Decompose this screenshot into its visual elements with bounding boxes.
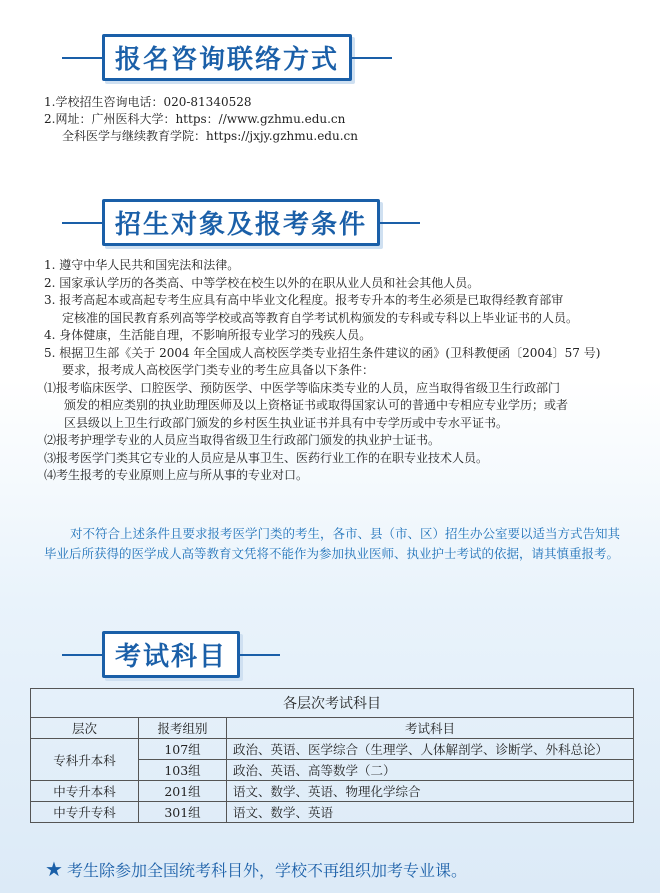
heading-line-right xyxy=(352,57,392,59)
list-item: 4. 身体健康，生活能自理，不影响所报专业学习的残疾人员。 xyxy=(44,328,372,342)
cell-subjects: 政治、英语、医学综合（生理学、人体解剖学、诊断学、外科总论） xyxy=(227,739,634,760)
list-item: 2. 国家承认学历的各类高、中等学校在校生以外的在职从业人员和社会其他人员。 xyxy=(44,275,480,290)
cell-group: 201组 xyxy=(139,781,227,802)
list-item: ⑶报考医学门类其它专业的人员应是从事卫生、医药行业工作的在职专业技术人员。 xyxy=(44,450,489,465)
cell-level: 中专升专科 xyxy=(31,802,139,823)
column-header-level: 层次 xyxy=(31,718,139,739)
eligibility-list xyxy=(44,257,600,485)
section-title: 报名咨询联络方式 xyxy=(102,34,352,81)
section-heading-eligibility xyxy=(62,199,420,246)
list-item: 颁发的相应类别的执业助理医师及以上资格证书或取得国家认可的普通中专相应专业学历；或者 xyxy=(64,398,569,412)
cell-subjects: 政治、英语、高等数学（二） xyxy=(227,760,634,781)
list-item: 1. 遵守中华人民共和国宪法和法律。 xyxy=(44,258,240,272)
table-row xyxy=(31,739,634,760)
section-title: 考试科目 xyxy=(102,631,240,678)
list-item: ⑷考生报考的专业原则上应与所从事的专业对口。 xyxy=(44,468,309,482)
list-item: 区县级以上卫生行政部门颁发的乡村医生执业证书并具有中专学历或中专水平证书。 xyxy=(64,415,509,430)
section-title: 招生对象及报考条件 xyxy=(102,199,380,246)
column-header-subjects: 考试科目 xyxy=(227,718,634,739)
contact-phone: 1.学校招生咨询电话：020-81340528 xyxy=(44,95,252,109)
cell-group: 103组 xyxy=(139,760,227,781)
list-item: 要求，报考成人高校医学门类专业的考生应具备以下条件： xyxy=(62,363,375,377)
cell-group: 301组 xyxy=(139,802,227,823)
contact-website: 2.网址：广州医科大学：https：//www.gzhmu.edu.cn xyxy=(44,112,346,126)
heading-line-left xyxy=(62,222,102,224)
cell-subjects: 语文、数学、英语 xyxy=(227,802,634,823)
section-heading-exam-subjects xyxy=(62,631,280,678)
cell-group: 107组 xyxy=(139,739,227,760)
footer-text: 考生除参加全国统考科目外，学校不再组织加考专业课。 xyxy=(66,860,467,880)
cell-level: 专科升本科 xyxy=(31,739,139,781)
heading-line-right xyxy=(380,222,420,224)
table-row xyxy=(31,802,634,823)
cell-level: 中专升本科 xyxy=(31,781,139,802)
contact-website-college: 全科医学与继续教育学院：https://jxjy.gzhmu.edu.cn xyxy=(62,129,358,143)
section-heading-contact xyxy=(62,34,392,81)
list-item: 3. 报考高起本或高起专考生应具有高中毕业文化程度。报考专升本的考生必须是已取得经教育部审 xyxy=(44,293,564,307)
contact-block xyxy=(44,94,358,145)
cell-subjects: 语文、数学、英语、物理化学综合 xyxy=(227,781,634,802)
heading-line-right xyxy=(240,654,280,656)
heading-line-left xyxy=(62,654,102,656)
table-caption: 各层次考试科目 xyxy=(31,689,634,718)
footer-note xyxy=(45,857,467,881)
list-item: ⑴报考临床医学、口腔医学、预防医学、中医学等临床类专业的人员，应当取得省级卫生行政部门 xyxy=(44,380,561,395)
heading-line-left xyxy=(62,57,102,59)
list-item: 5. 根据卫生部《关于 2004 年全国成人高校医学类专业招生条件建议的函》(卫科教便函〔2004〕57 号) xyxy=(44,345,601,360)
column-header-group: 报考组别 xyxy=(139,718,227,739)
exam-subjects-table xyxy=(30,688,634,823)
list-item: ⑵报考护理学专业的人员应当取得省级卫生行政部门颁发的执业护士证书。 xyxy=(44,433,441,447)
table-header-row xyxy=(31,718,634,739)
table-row xyxy=(31,781,634,802)
eligibility-notice: 对不符合上述条件且要求报考医学门类的考生，各市、县（市、区）招生办公室要以适当方式告知其毕业后所获得的医学成人高等教育文凭将不能作为参加执业医师、执业护士考试的依据，请其慎重报考。 xyxy=(44,526,621,561)
star-icon: ★ xyxy=(45,857,63,881)
list-item: 定核准的国民教育系列高等学校或高等教育自学考试机构颁发的专科或专科以上毕业证书的人员。 xyxy=(62,310,579,325)
